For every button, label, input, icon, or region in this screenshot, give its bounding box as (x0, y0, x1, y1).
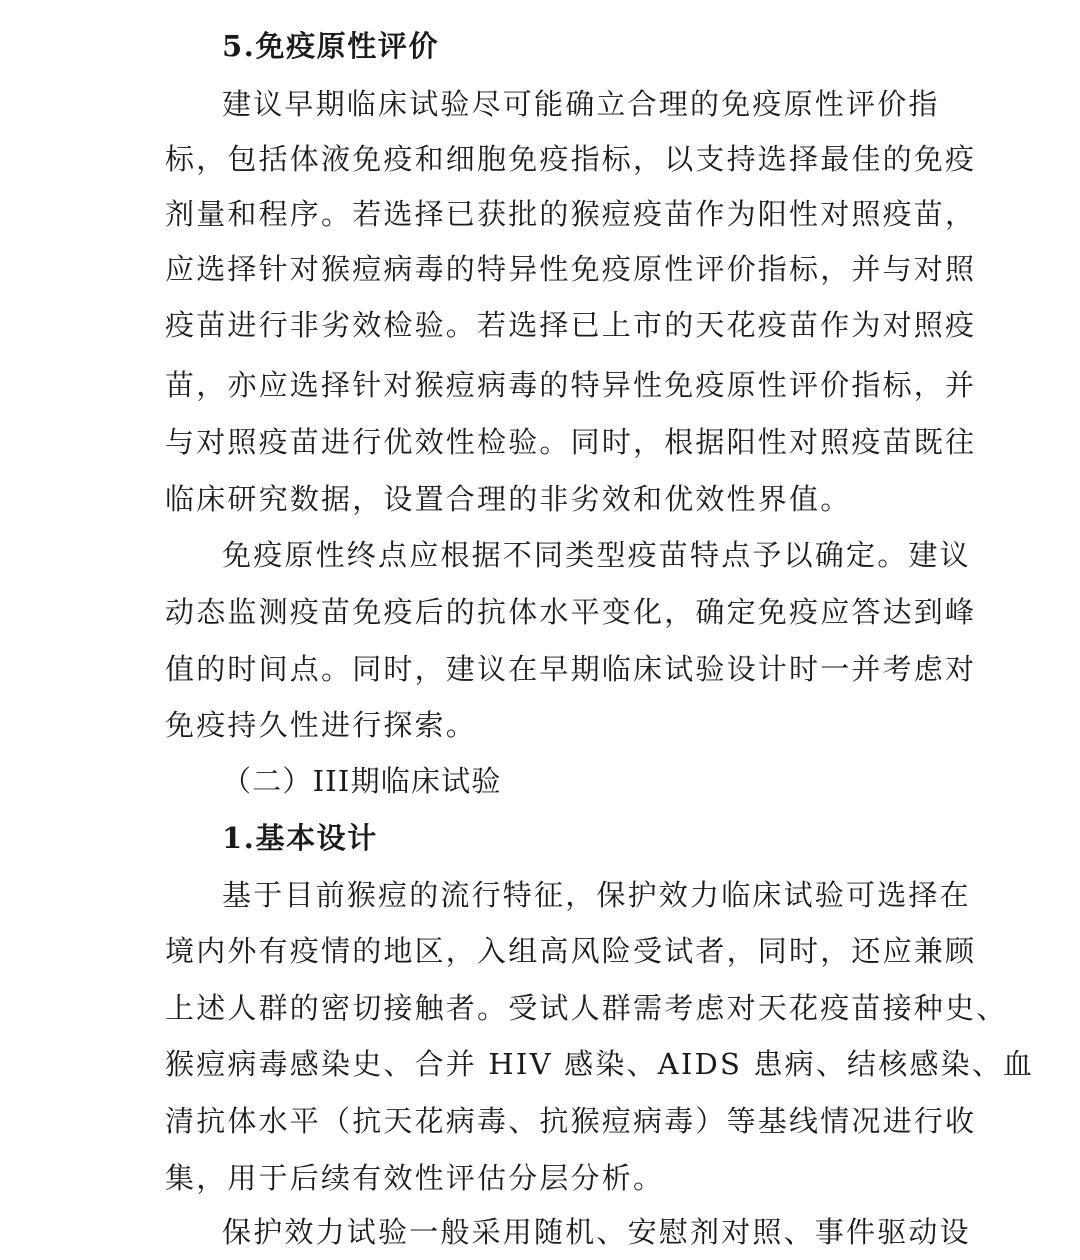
paragraph-line: 与对照疫苗进行优效性检验。同时，根据阳性对照疫苗既往 (165, 425, 977, 459)
paragraph-line: 保护效力试验一般采用随机、安慰剂对照、事件驱动设 (222, 1215, 971, 1249)
paragraph-line: 建议早期临床试验尽可能确立合理的免疫原性评价指 (222, 87, 940, 121)
basic-design-title: 1.基本设计 (222, 821, 378, 855)
paragraph-line: 境内外有疫情的地区，入组高风险受试者，同时，还应兼顾 (165, 934, 977, 968)
paragraph-line: 清抗体水平（抗天花病毒、抗猴痘病毒）等基线情况进行收 (165, 1104, 977, 1138)
paragraph-line: 上述人群的密切接触者。受试人群需考虑对天花疫苗接种史、 (165, 991, 1008, 1025)
paragraph-line: 苗，亦应选择针对猴痘病毒的特异性免疫原性评价指标，并 (165, 368, 977, 402)
paragraph-line: 免疫原性终点应根据不同类型疫苗特点予以确定。建议 (222, 538, 971, 572)
paragraph-line: 猴痘病毒感染史、合并 HIV 感染、AIDS 患病、结核感染、血 (165, 1047, 1035, 1081)
phase3-section-title: （二）III期临床试验 (222, 764, 502, 798)
paragraph-line: 标，包括体液免疫和细胞免疫指标，以支持选择最佳的免疫 (165, 142, 977, 176)
paragraph-line: 应选择针对猴痘病毒的特异性免疫原性评价指标，并与对照 (165, 252, 977, 286)
paragraph-line: 动态监测疫苗免疫后的抗体水平变化，确定免疫应答达到峰 (165, 595, 977, 629)
paragraph-line: 剂量和程序。若选择已获批的猴痘疫苗作为阳性对照疫苗， (165, 197, 977, 231)
paragraph-line: 集，用于后续有效性评估分层分析。 (165, 1161, 665, 1195)
paragraph-line: 值的时间点。同时，建议在早期临床试验设计时一并考虑对 (165, 652, 977, 686)
paragraph-line: 临床研究数据，设置合理的非劣效和优效性界值。 (165, 482, 852, 516)
paragraph-line: 基于目前猴痘的流行特征，保护效力临床试验可选择在 (222, 878, 971, 912)
paragraph-line: 疫苗进行非劣效检验。若选择已上市的天花疫苗作为对照疫 (165, 308, 977, 342)
paragraph-line: 免疫持久性进行探索。 (165, 708, 478, 742)
section-5-title: 5.免疫原性评价 (222, 29, 440, 63)
